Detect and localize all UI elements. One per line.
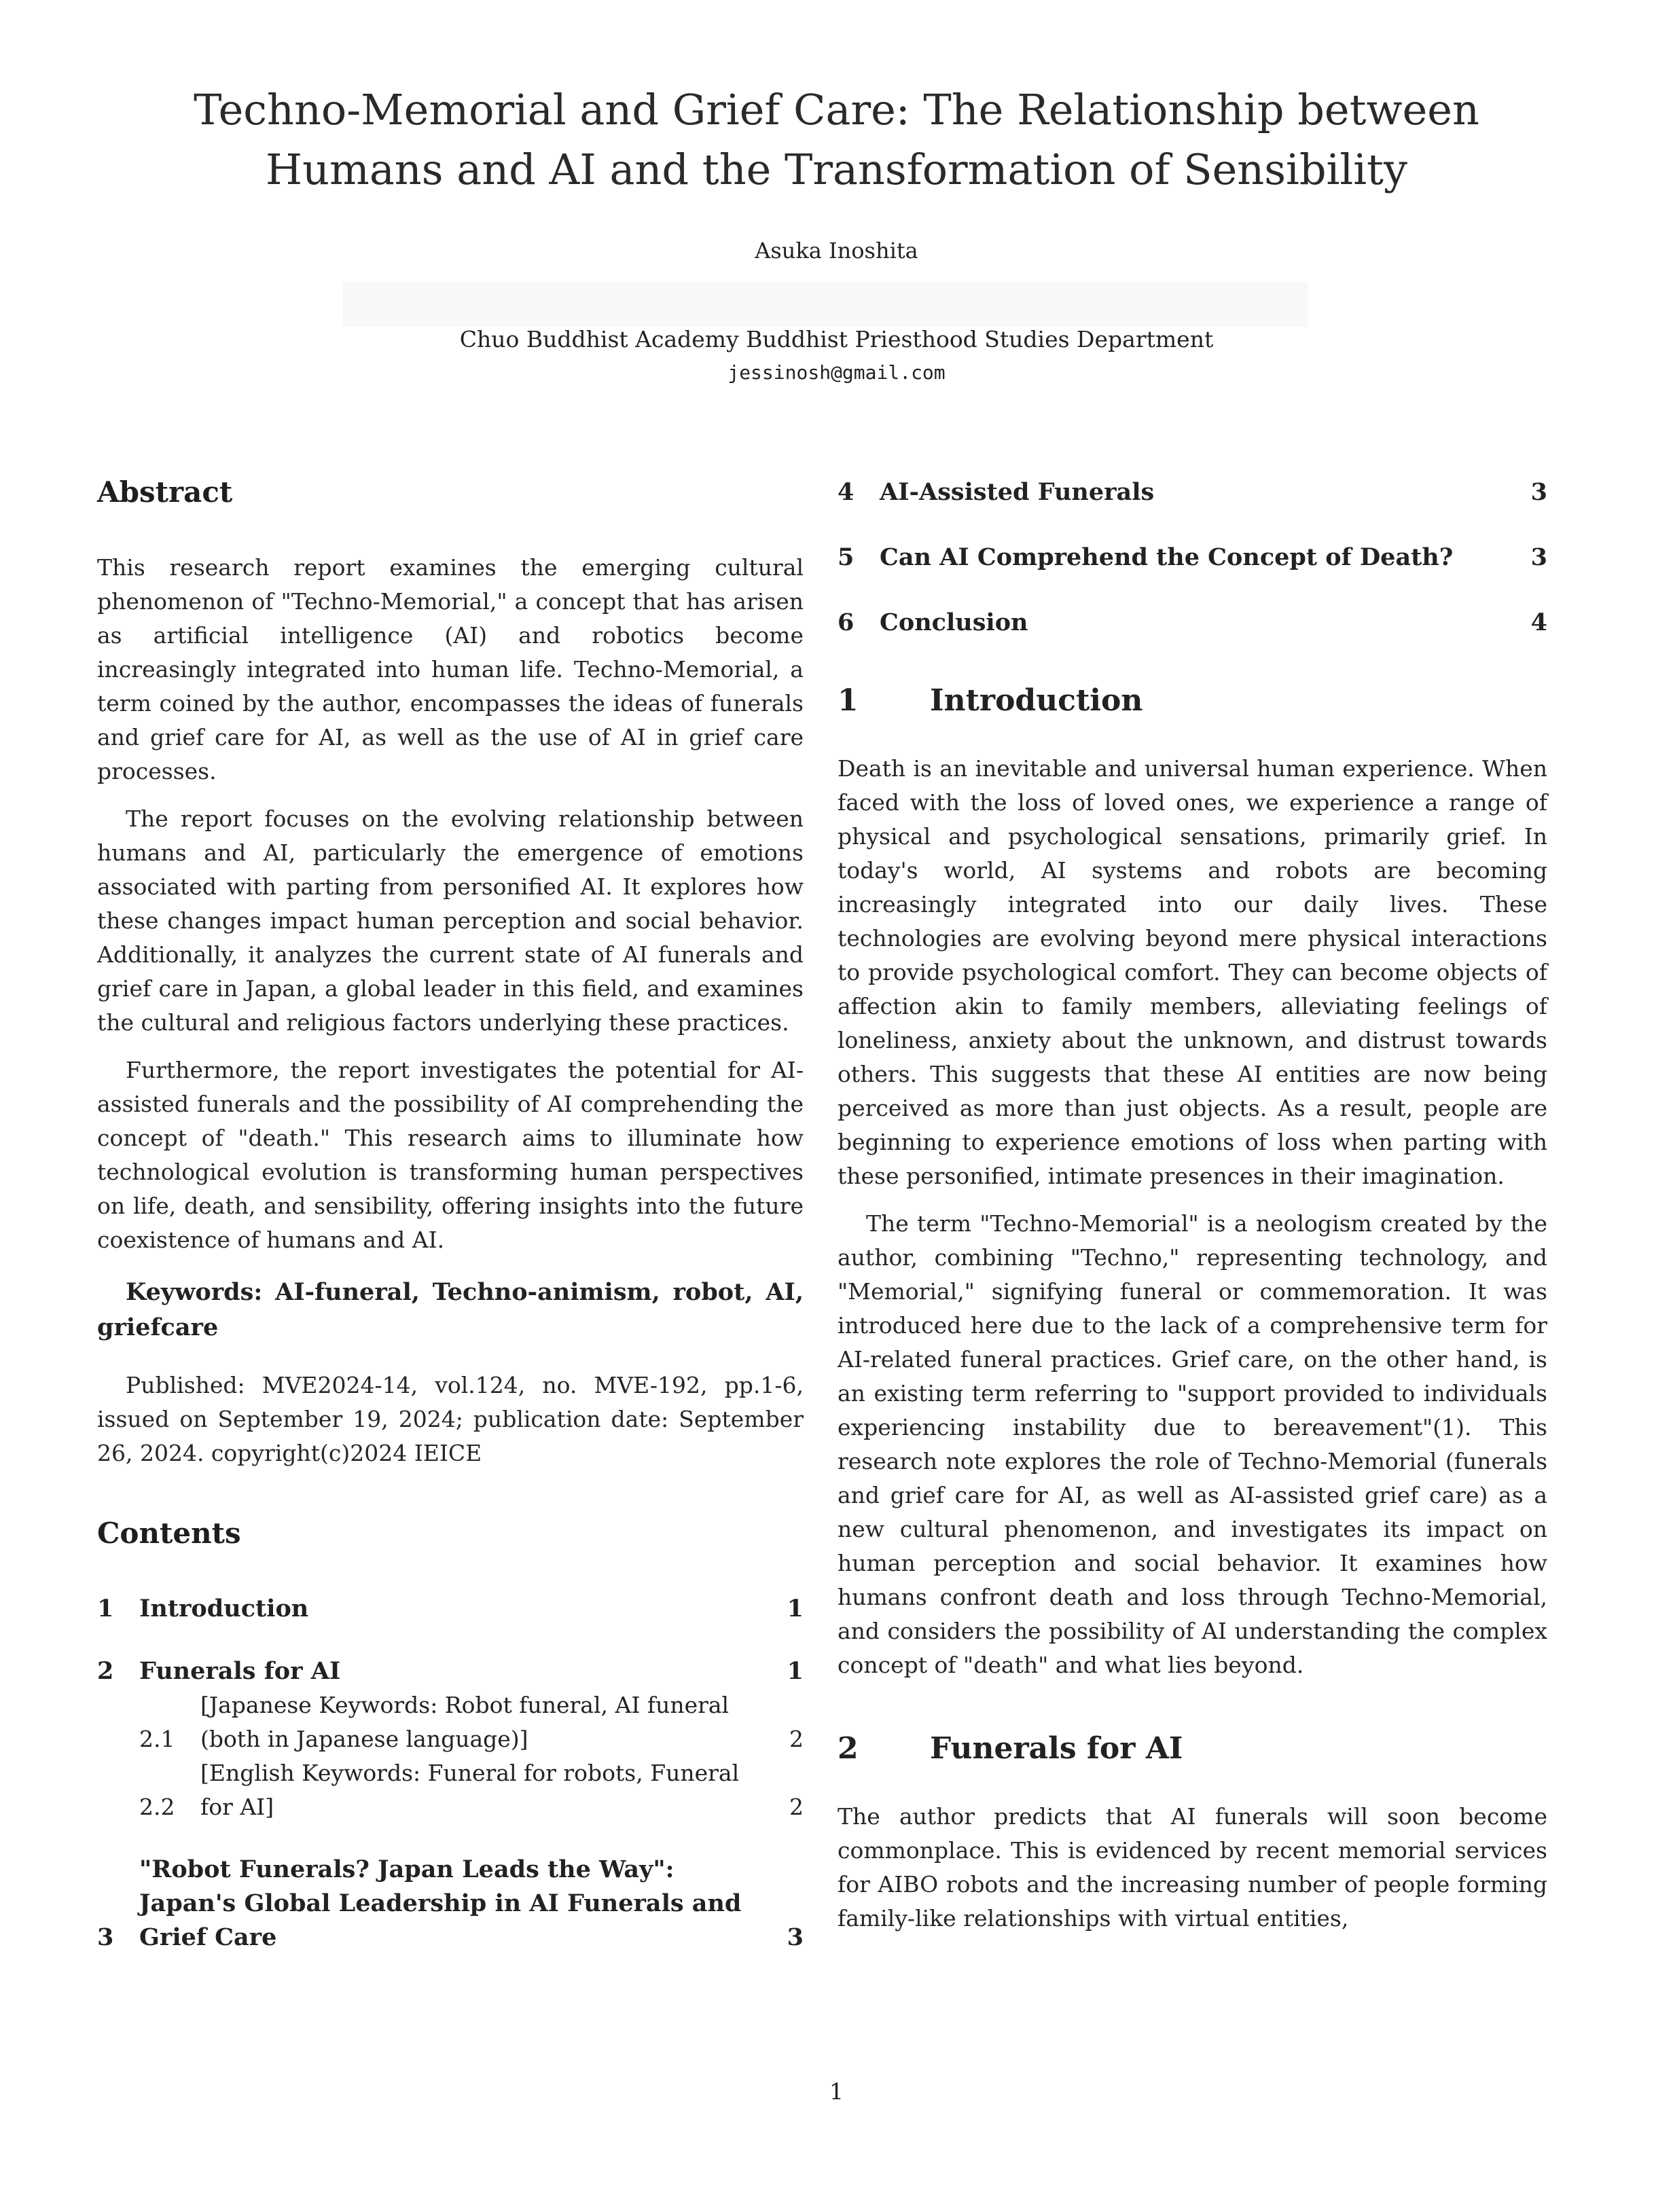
section-paragraph: The author predicts that AI funerals will soon become commonplace. This is evidenced by recent memorial services for AIBO robots and the increasing number of people forming family-like relationships with virtual entities, <box>838 1803 1547 1932</box>
author-email[interactable]: jessinosh@gmail.com <box>727 361 946 384</box>
section-paragraph: The term "Techno-Memorial" is a neologism created by the author, combining "Techno," representing technology, and "Memorial," signifying funeral or commemoration. It was introduced here due to the lack of a comprehensive term for AI-related funeral practices. Grief care, on the other hand, is an existing term referring to "support provided to individuals experiencing instability due to bereavement"(1). This research note explores the role of Techno-Memorial (funerals and grief care for AI, as well as AI-assisted grief care) as a new cultural phenomenon, and investigates its impact on human perception and social behavior. It examines how humans confront death and loss through Techno-Memorial, and considers the possibility of AI understanding the complex concept of "death" and what lies beyond. <box>838 1210 1547 1678</box>
abstract-paragraph: Furthermore, the report investigates the potential for AI-assisted funerals and the possibility of AI comprehending the concept of "death." This research aims to illuminate how technological evolution is transforming human perspectives on life, death, and sensibility, offering insights into the future coexistence of humans and AI. <box>97 1057 804 1253</box>
section-heading-introduction: 1 Introduction <box>838 683 1143 718</box>
abstract-paragraph: The report focuses on the evolving relationship between humans and AI, particularly the emergence of emotions associated with parting from personified AI. It explores how these changes impact human perception and social behavior. Additionally, it analyzes the current state of AI funerals and grief care in Japan, a global leader in this field, and examines the cultural and religious factors underlying these practices. <box>97 805 804 1036</box>
right-column <box>838 475 1547 1936</box>
section-paragraph: Death is an inevitable and universal human experience. When faced with the loss of loved ones, we experience a range of physical and psychological sensations, primarily grief. In today's world, AI systems and robots are becoming increasingly integrated into our daily lives. These technologies are evolving beyond mere physical interactions to provide psychological comfort. They can become objects of affection akin to family members, alleviating feelings of loneliness, anxiety about the unknown, and distrust towards others. This suggests that these AI entities are now being perceived as more than just objects. As a result, people are beginning to experience emotions of loss when parting with these personified, intimate presences in their imagination. <box>838 755 1547 1189</box>
author-name: Asuka Inoshita <box>755 238 918 264</box>
affiliation: Chuo Buddhist Academy Buddhist Priesthood Studies Department <box>459 326 1214 352</box>
toc-entry-introduction[interactable]: 1 Introduction 1 <box>97 1595 804 1622</box>
keywords: Keywords: AI-funeral, Techno-animism, robot, AI, griefcare <box>97 1278 804 1341</box>
toc-entry-robot-funerals-japan[interactable]: 3 "Robot Funerals? Japan Leads the Way": Japan's Global Leadership in AI Funerals and Grief Care 3 <box>97 1855 804 1951</box>
toc-entry-funerals-for-ai[interactable]: 2 Funerals for AI 1 <box>97 1657 804 1685</box>
toc-entry-ai-assisted-funerals[interactable]: 4 AI-Assisted Funerals 3 <box>838 478 1547 506</box>
abstract-heading: Abstract <box>97 475 233 509</box>
page-number: 1 <box>829 2078 844 2105</box>
toc-list <box>97 1592 804 1955</box>
left-column <box>97 475 804 1955</box>
paper-title: Techno-Memorial and Grief Care: The Relationship between Humans and AI and the Transformation of Sensibility <box>194 85 1479 194</box>
abstract-paragraph: This research report examines the emerging cultural phenomenon of "Techno-Memorial," a concept that has arisen as artificial intelligence (AI) and robotics become increasingly integrated into human life. Techno-Memorial, a term coined by the author, encompasses the ideas of funerals and grief care for AI, as well as the use of AI in grief care processes. <box>97 554 804 784</box>
affiliation-highlight <box>343 282 1308 327</box>
toc-subentry-japanese-keywords[interactable]: 2.1 [Japanese Keywords: Robot funeral, AI funeral (both in Japanese language)] 2 <box>139 1692 804 1752</box>
toc-entry-conclusion[interactable]: 6 Conclusion 4 <box>838 609 1547 636</box>
toc-entry-concept-of-death[interactable]: 5 Can AI Comprehend the Concept of Death? 3 <box>838 543 1547 571</box>
contents-heading: Contents <box>97 1517 241 1550</box>
publication-info: Published: MVE2024-14, vol.124, no. MVE-192, pp.1-6, issued on September 19, 2024; publication date: September 26, 2024. copyright(c)2024 IEICE <box>97 1372 804 1466</box>
toc-subentry-english-keywords[interactable]: 2.2 [English Keywords: Funeral for robots, Funeral for AI] 2 <box>139 1760 804 1820</box>
section-heading-funerals-for-ai: 2 Funerals for AI <box>838 1731 1183 1766</box>
